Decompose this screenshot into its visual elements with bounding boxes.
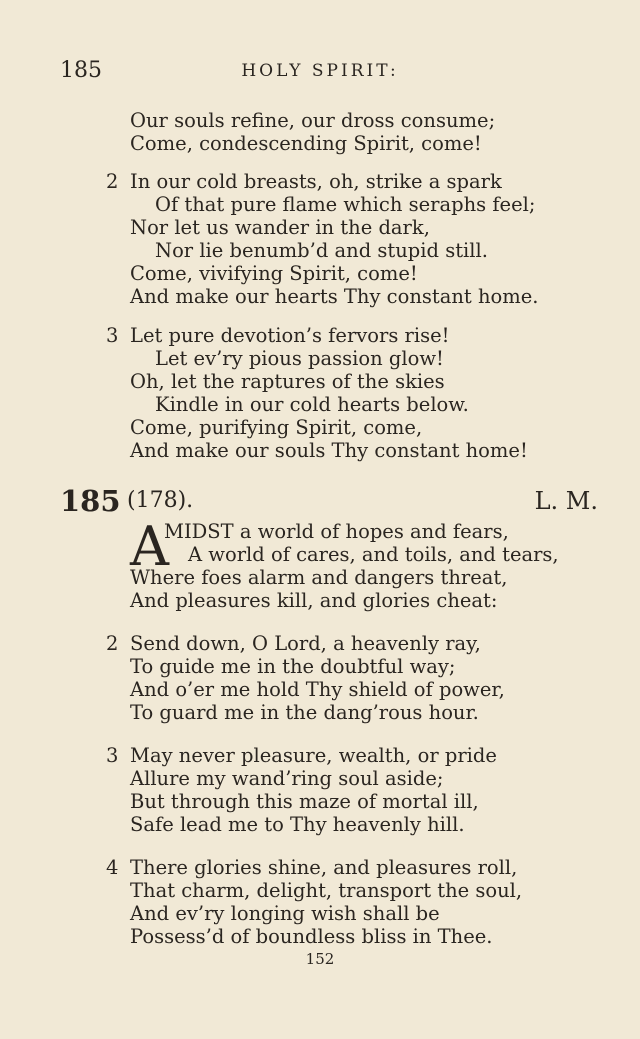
verse-line: Oh, let the raptures of the skies — [130, 370, 445, 393]
header-title: HOLY SPIRIT: — [241, 61, 399, 81]
verse-line: Let pure devotion’s fervors rise! — [130, 324, 450, 347]
verse-line: Nor lie benumb’d and stupid still. — [155, 239, 488, 262]
verse-line: MIDST a world of hopes and fears, — [164, 520, 509, 543]
verse-line: Let ev’ry pious passion glow! — [155, 347, 444, 370]
verse-line: To guard me in the dang’rous hour. — [130, 701, 479, 724]
footer-page-number: 152 — [305, 950, 335, 968]
stanza-number: 2 — [106, 170, 119, 193]
running-header — [60, 58, 580, 88]
stanza-number: 3 — [106, 744, 119, 767]
verse-line: And make our souls Thy constant home! — [130, 439, 528, 462]
verse-line: And pleasures kill, and glories cheat: — [130, 589, 498, 612]
verse-line: But through this maze of mortal ill, — [130, 790, 479, 813]
verse-line: Possess’d of boundless bliss in Thee. — [130, 925, 493, 948]
verse-line: Kindle in our cold hearts below. — [155, 393, 469, 416]
verse-line: To guide me in the doubtful way; — [130, 655, 456, 678]
verse-line: Come, purifying Spirit, come, — [130, 416, 423, 439]
verse-line: Where foes alarm and dangers threat, — [130, 566, 508, 589]
verse-line: Send down, O Lord, a heavenly ray, — [130, 632, 481, 655]
drop-cap: A — [130, 515, 169, 578]
stanza-number: 4 — [106, 856, 119, 879]
verse-line: May never pleasure, wealth, or pride — [130, 744, 497, 767]
hymn-meter: L. M. — [534, 487, 598, 515]
verse-line: Come, condescending Spirit, come! — [130, 132, 482, 155]
stanza-number: 3 — [106, 324, 119, 347]
hymn-number: 185 — [60, 484, 121, 518]
verse-line: Come, vivifying Spirit, come! — [130, 262, 418, 285]
verse-line: Nor let us wander in the dark, — [130, 216, 430, 239]
verse-line: A world of cares, and toils, and tears, — [188, 543, 559, 566]
verse-line: And o’er me hold Thy shield of power, — [130, 678, 505, 701]
verse-line: There glories shine, and pleasures roll, — [130, 856, 518, 879]
verse-line: Our souls refine, our dross consume; — [130, 109, 496, 132]
verse-line: And ev’ry longing wish shall be — [130, 902, 440, 925]
verse-line: Of that pure flame which seraphs feel; — [155, 193, 536, 216]
verse-line: Safe lead me to Thy heavenly hill. — [130, 813, 465, 836]
verse-line: Allure my wand’ring soul aside; — [130, 767, 444, 790]
header-page-number: 185 — [60, 58, 102, 83]
hymn-reference: (178). — [127, 488, 194, 513]
stanza-number: 2 — [106, 632, 119, 655]
verse-line: That charm, delight, transport the soul, — [130, 879, 523, 902]
verse-line: In our cold breasts, oh, strike a spark — [130, 170, 502, 193]
verse-line: And make our hearts Thy constant home. — [130, 285, 539, 308]
